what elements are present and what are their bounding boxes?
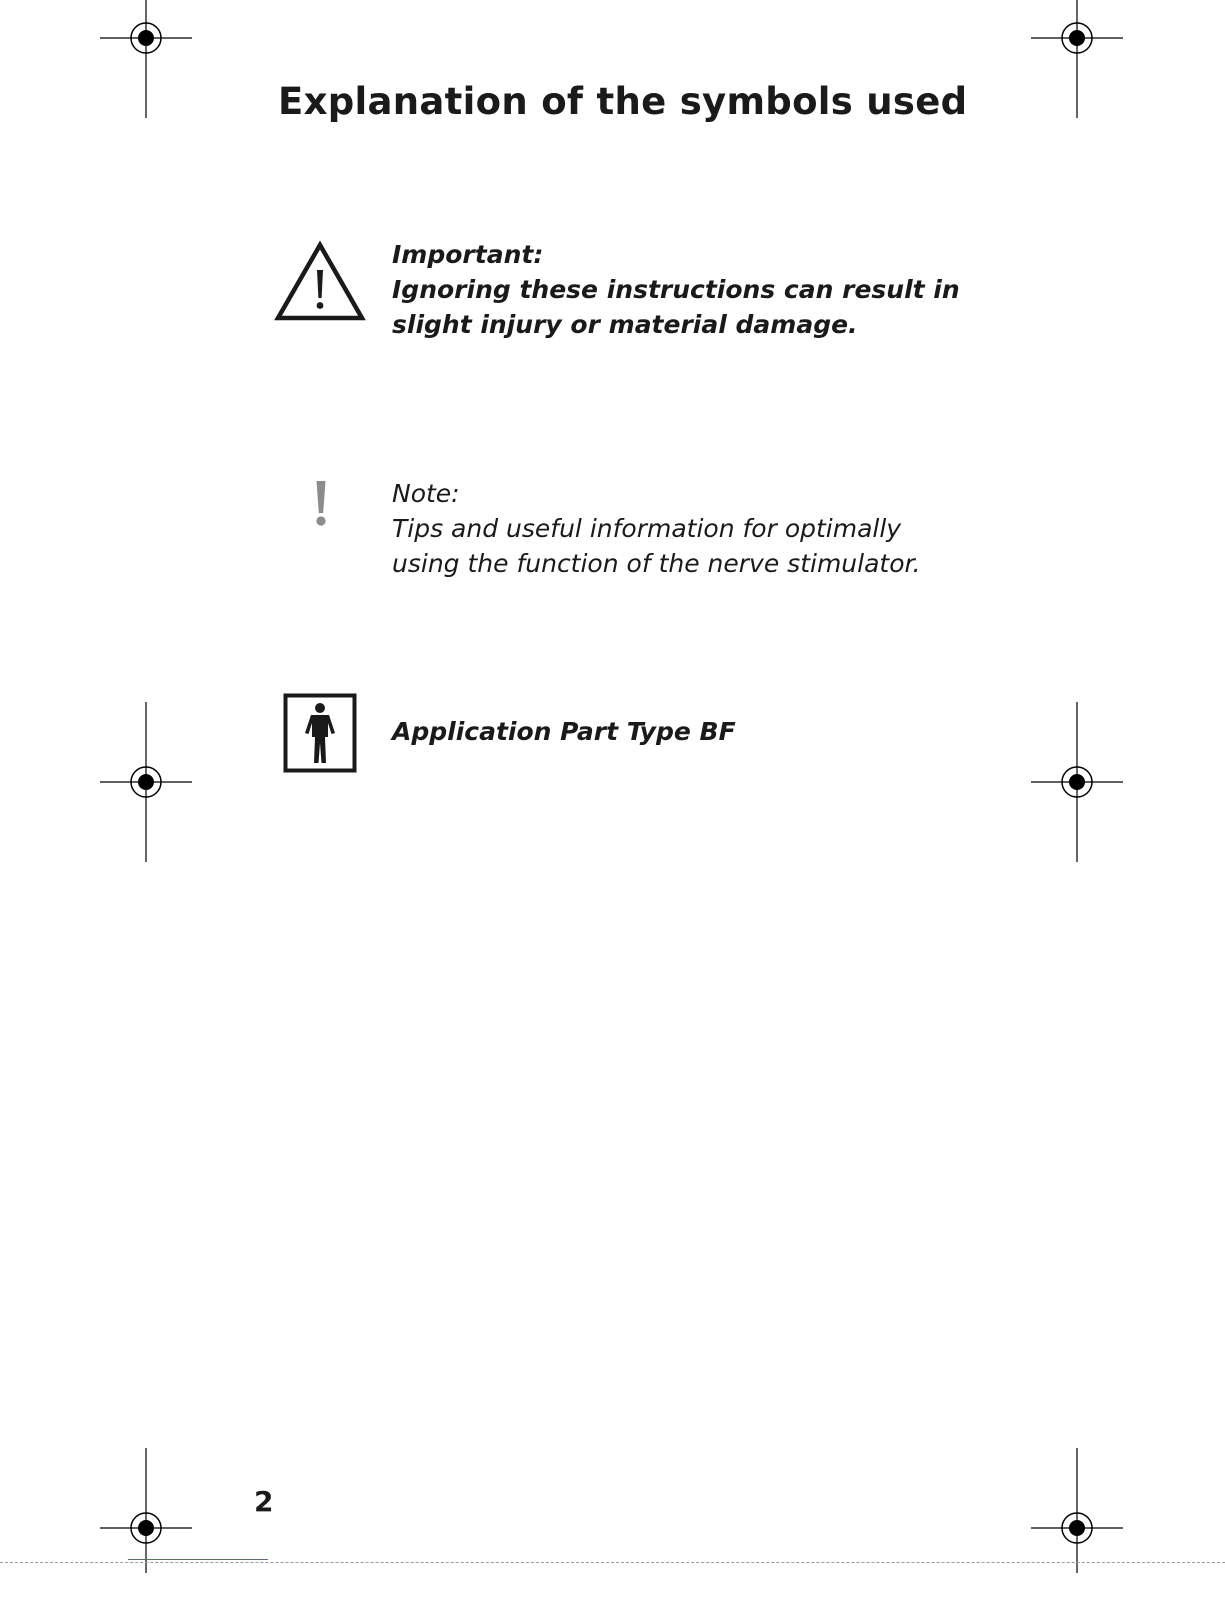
type-bf-applied-part-icon	[283, 693, 357, 773]
registration-mark-middle-left	[100, 702, 192, 864]
registration-mark-bottom-left	[100, 1448, 192, 1610]
registration-mark-top-right	[1031, 0, 1123, 120]
page-title: Explanation of the symbols used	[278, 80, 968, 123]
registration-mark-middle-right	[1031, 702, 1123, 864]
application-part-text	[392, 714, 736, 749]
page-number: 2	[254, 1485, 274, 1518]
exclamation-icon	[308, 478, 334, 530]
note-heading: Note:	[392, 479, 460, 508]
registration-mark-bottom-right	[1031, 1448, 1123, 1610]
important-line-2: slight injury or material damage.	[392, 310, 858, 339]
application-part-label: Application Part Type BF	[392, 717, 736, 746]
bottom-trim-rule	[0, 1562, 1225, 1563]
warning-triangle-icon	[274, 240, 366, 322]
important-heading: Important:	[392, 240, 544, 269]
note-line-1: Tips and useful information for optimally	[392, 514, 902, 543]
registration-mark-top-left	[100, 0, 192, 120]
bottom-link-rule	[128, 1559, 268, 1560]
note-line-2: using the function of the nerve stimulator.	[392, 549, 921, 578]
important-line-1: Ignoring these instructions can result in	[392, 275, 960, 304]
note-text	[392, 476, 920, 581]
important-note-text	[392, 237, 960, 342]
